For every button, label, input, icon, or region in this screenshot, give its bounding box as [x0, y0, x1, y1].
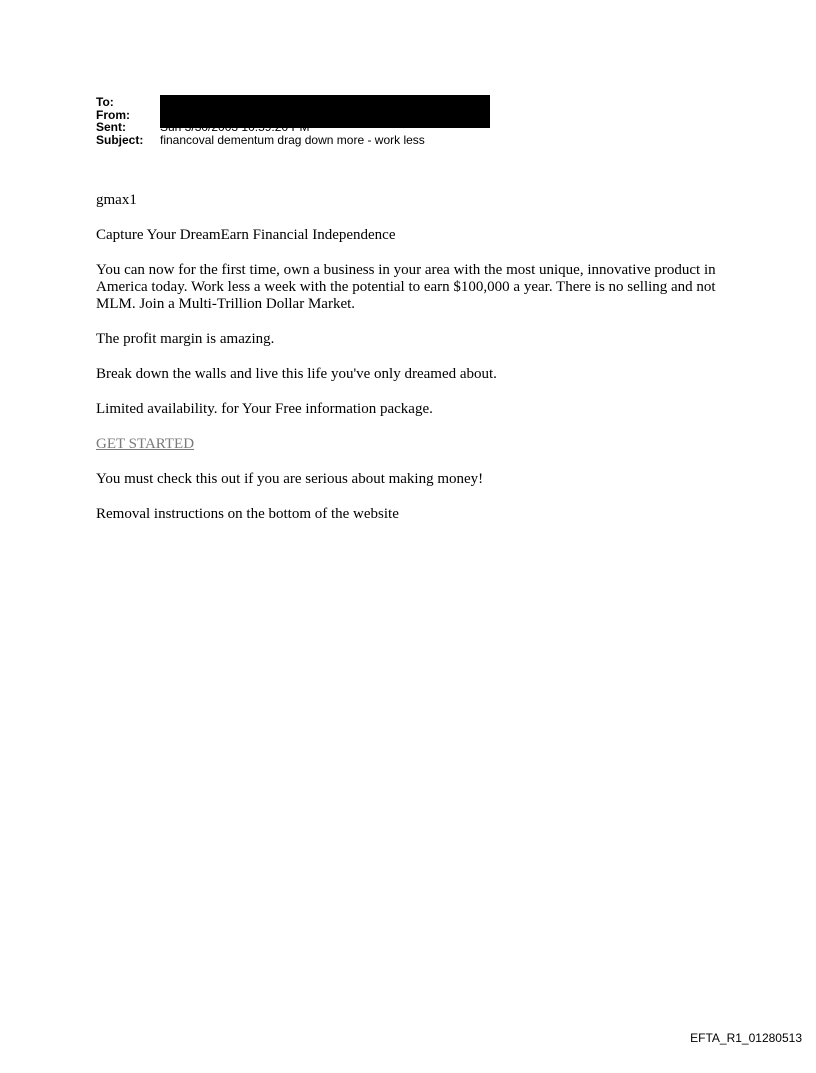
sent-label: Sent: — [96, 120, 126, 134]
walls-text: Break down the walls and live this life you've only dreamed about. — [96, 366, 497, 382]
removal-text: Removal instructions on the bottom of the website — [96, 506, 399, 522]
availability-text: Limited availability. for Your Free information package. — [96, 401, 433, 417]
greeting-text: gmax1 — [96, 192, 137, 208]
cta-paragraph — [96, 436, 726, 453]
from-label: From: — [96, 107, 130, 122]
pitch-paragraph: You can now for the first time, own a business in your area with the most unique, innovative product in America today. Work less a week with the potential to earn $100,000 a year. There is no selling and not MLM. Join a Multi-Trillion Dollar Market. — [96, 262, 716, 312]
headline-text: Capture Your DreamEarn Financial Independence — [96, 227, 396, 243]
subject-value: financoval dementum drag down more - work less — [160, 132, 425, 147]
email-body — [96, 192, 726, 541]
to-label: To: — [96, 95, 114, 109]
check-text: You must check this out if you are serious about making money! — [96, 471, 484, 487]
document-id: EFTA_R1_01280513 — [690, 1031, 802, 1045]
get-started-link[interactable]: GET STARTED — [96, 436, 195, 452]
subject-label: Subject: — [96, 132, 144, 147]
redaction-box — [160, 95, 490, 128]
profit-text: The profit margin is amazing. — [96, 331, 275, 347]
subject-row — [96, 134, 425, 147]
